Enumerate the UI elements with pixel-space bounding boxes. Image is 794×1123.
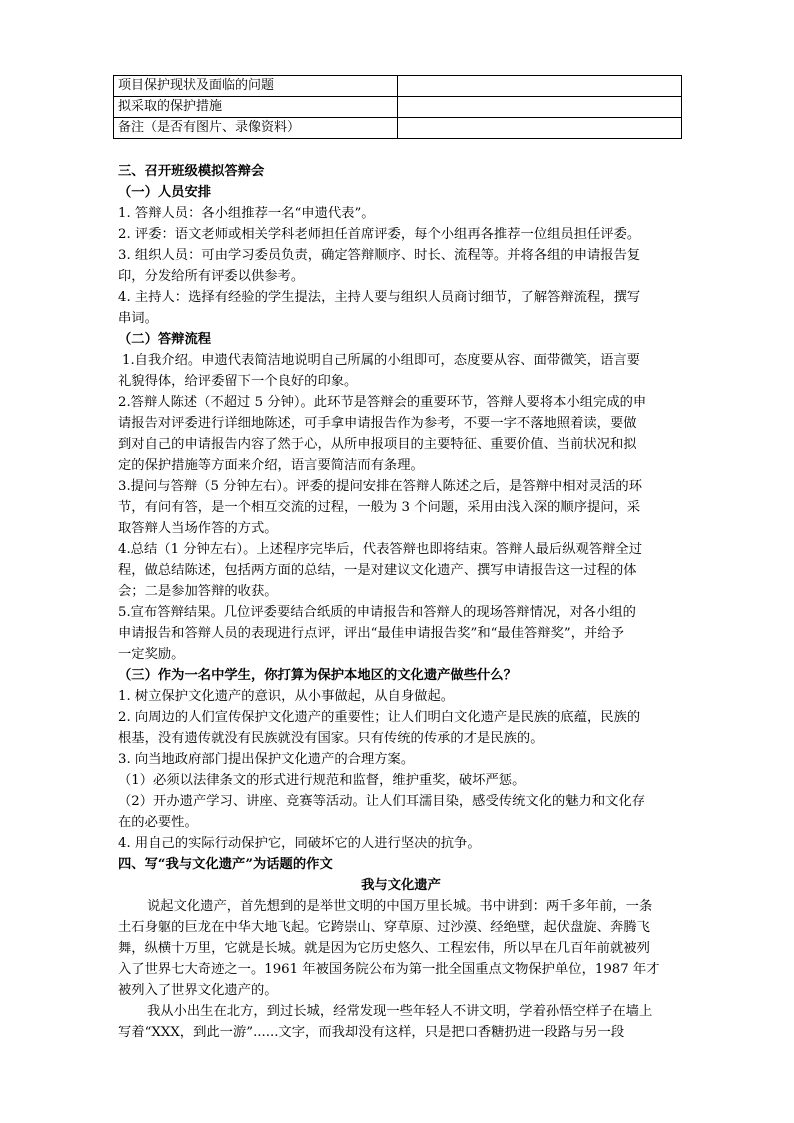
paragraph-line: 印，分发给所有评委以供参考。 <box>118 269 305 284</box>
paragraph-line: 请报告对评委进行详细地陈述，可手拿申请报告作为参考，不要一字不落地照着读，要做 <box>118 416 637 431</box>
paragraph-line: 说起文化遗产，首先想到的是举世文明的中国万里长城。书中讲到：两千多年前，一条 <box>147 899 653 914</box>
paragraph-line: 我从小出生在北方，到过长城，经常发现一些年轻人不讲文明，学着孙悟空样子在墙上 <box>147 1004 653 1019</box>
paragraph-line: 定的保护措施等方面来介绍，语言要简洁而有条理。 <box>118 458 424 473</box>
paragraph-line: 土石身躯的巨龙在中华大地飞起。它跨崇山、穿草原、过沙漠、经绝壁，起伏盘旋、奔腾飞 <box>118 920 650 935</box>
paragraph-line: 2. 评委：语文老师或相关学科老师担任首席评委，每个小组再各推荐一位组员担任评委。 <box>118 227 641 242</box>
paragraph-line: 2. 向周边的人们宣传保护文化遗产的重要性；让人们明白文化遗产是民族的底蕴，民族的 <box>118 710 641 725</box>
table-cell-value <box>398 76 682 97</box>
paragraph-line: 4.总结（1 分钟左右）。上述程序完毕后，代表答辩也即将结束。答辩人最后纵观答辩全过 <box>118 542 643 557</box>
table-row <box>114 118 682 139</box>
paragraph-line: 根基，没有遗传就没有民族就没有国家。只有传统的传承的才是民族的。 <box>118 731 544 746</box>
paragraph-line: 一定奖励。 <box>118 647 185 662</box>
paragraph-line: 入了世界七大奇迹之一。1961 年被国务院公布为第一批全国重点文物保护单位，1987 年才 <box>118 962 660 977</box>
paragraph-line: 1. 树立保护文化遗产的意识，从小事做起，从自身做起。 <box>118 689 455 704</box>
paragraph-line: 在的必要性。 <box>118 815 198 830</box>
table-cell-value <box>398 97 682 118</box>
table-row <box>114 97 682 118</box>
paragraph-line: 串词。 <box>118 311 158 326</box>
project-info-table <box>113 75 682 139</box>
section-heading: 三、召开班级模拟答辩会 <box>118 164 265 179</box>
subsection-heading: （二）答辩流程 <box>118 332 212 347</box>
paragraph-line: （1）必须以法律条文的形式进行规范和监督，维护重奖，破坏严惩。 <box>118 773 526 788</box>
paragraph-line: 会；二是参加答辩的收获。 <box>118 584 278 599</box>
paragraph-line: 2.答辩人陈述（不超过 5 分钟）。此环节是答辩会的重要环节，答辩人要将本小组完成的申 <box>118 395 647 410</box>
table-cell-value <box>398 118 682 139</box>
paragraph-line: 节，有问有答，是一个相互交流的过程，一般为 3 个问题，采用由浅入深的顺序提问，采 <box>118 500 641 515</box>
paragraph-line: 4. 主持人：选择有经验的学生提法，主持人要与组织人员商讨细节，了解答辩流程，撰写 <box>118 290 641 305</box>
essay-title: 我与文化遗产 <box>361 878 441 893</box>
paragraph-line: 3. 组织人员：可由学习委员负责，确定答辩顺序、时长、流程等。并将各组的申请报告复 <box>118 248 641 263</box>
paragraph-line: 1. 答辩人员：各小组推荐一名“申遗代表”。 <box>118 206 375 221</box>
table-row <box>114 76 682 97</box>
paragraph-line: 取答辩人当场作答的方式。 <box>118 521 278 536</box>
document-body <box>118 161 684 1043</box>
table-cell-label: 项目保护现状及面临的问题 <box>114 76 398 97</box>
paragraph-line: 3. 向当地政府部门提出保护文化遗产的合理方案。 <box>118 752 415 767</box>
paragraph-line: （2）开办遗产学习、讲座、竞赛等活动。让人们耳濡目染，感受传统文化的魅力和文化存 <box>118 794 646 809</box>
paragraph-line: 礼貌得体，给评委留下一个良好的印象。 <box>118 374 358 389</box>
subsection-heading: （一）人员安排 <box>118 185 212 200</box>
paragraph-line: 写着“XXX，到此一游”......文字，而我却没有这样，只是把口香糖扔进一段路与另一段 <box>118 1025 625 1040</box>
paragraph-line: 1.自我介绍。申遗代表简洁地说明自己所属的小组即可，态度要从容、面带微笑，语言要 <box>122 353 640 368</box>
paragraph-line: 3.提问与答辩（5 分钟左右）。评委的提问安排在答辩人陈述之后，是答辩中相对灵活的环 <box>118 479 643 494</box>
paragraph-line: 5.宣布答辩结果。几位评委要结合纸质的申请报告和答辩人的现场答辩情况，对各小组的 <box>118 605 636 620</box>
paragraph-line: 申请报告和答辩人员的表现进行点评，评出“最佳申请报告奖”和“最佳答辩奖”，并给予 <box>118 626 624 641</box>
subsection-heading: （三）作为一名中学生，你打算为保护本地区的文化遗产做些什么？ <box>118 668 517 683</box>
paragraph-line: 到对自己的申请报告内容了然于心，从所申报项目的主要特征、重要价值、当前状况和拟 <box>118 437 637 452</box>
paragraph-line: 程，做总结陈述，包括两方面的总结，一是对建议文化遗产、撰写申请报告这一过程的体 <box>118 563 637 578</box>
paragraph-line: 被列入了世界文化遗产的。 <box>118 983 278 998</box>
paragraph-line: 4. 用自己的实际行动保护它，同破坏它的人进行坚决的抗争。 <box>118 836 481 851</box>
section-heading: 四、写“我与文化遗产”为话题的作文 <box>118 857 333 872</box>
table-cell-label: 备注（是否有图片、录像资料） <box>114 118 398 139</box>
table-cell-label: 拟采取的保护措施 <box>114 97 398 118</box>
paragraph-line: 舞，纵横十万里，它就是长城。就是因为它历史悠久、工程宏伟，所以早在几百年前就被列 <box>118 941 650 956</box>
